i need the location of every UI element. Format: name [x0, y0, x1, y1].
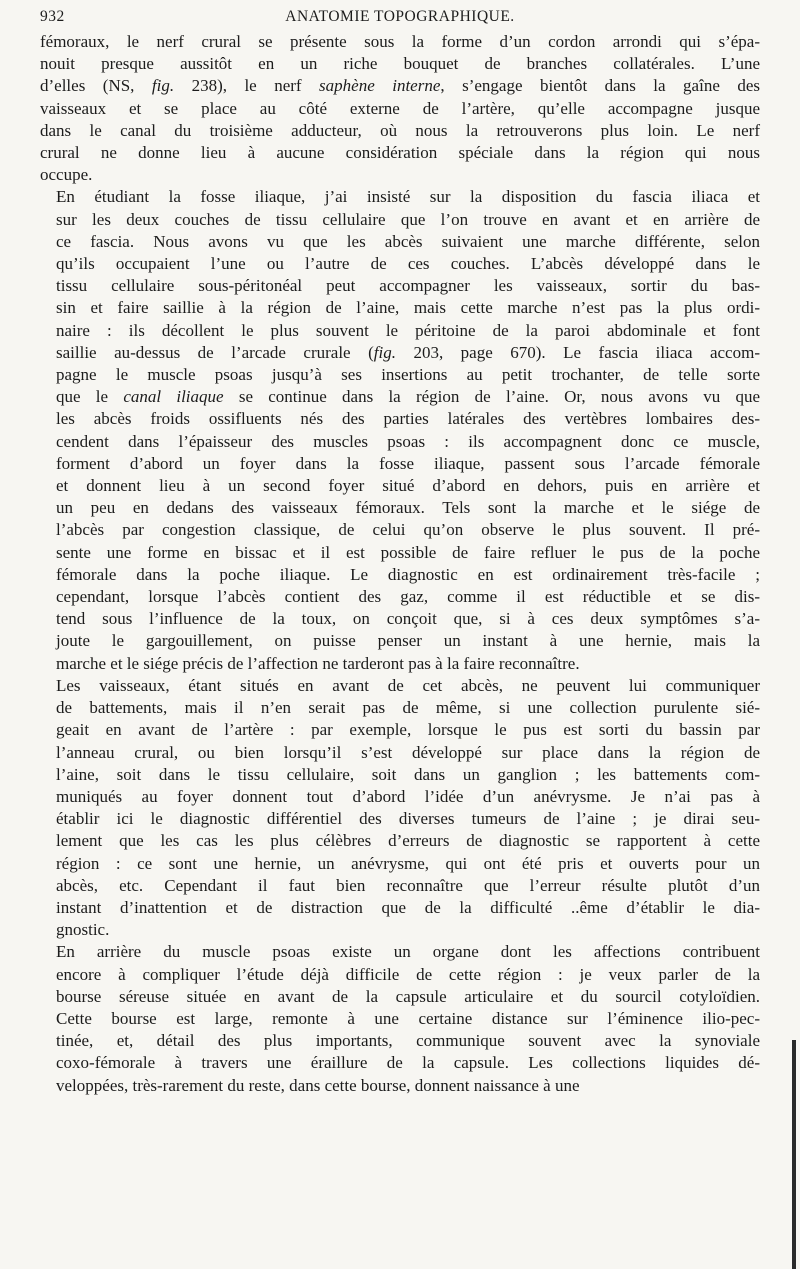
text-line: et donnent lieu à un second foyer situé d’abord en dehors, puis en arrière et: [56, 476, 760, 496]
text-line: marche et le siége précis de l’affection ne tarderont pas à la faire reconnaître.: [56, 653, 580, 673]
page-header: [40, 4, 760, 30]
text-line: coxo-fémorale à travers une éraillure de la capsule. Les collections liquides dé-: [56, 1053, 760, 1073]
text-line: nouit presque aussitôt en un riche bouquet de branches collatérales. L’une: [40, 54, 760, 74]
text-line: dans le canal du troisième adducteur, où nous la retrouverons plus loin. Le nerf: [40, 120, 760, 140]
paragraph: [40, 186, 760, 674]
text-line: l’aine, soit dans le tissu cellulaire, soit dans un ganglion ; les battements com-: [56, 764, 760, 784]
text-line: instant d’inattention et de distraction que de la difficulté ..ême d’établir le dia-: [56, 897, 760, 917]
paragraph: [40, 941, 760, 1096]
page-number: 932: [40, 8, 65, 25]
text-line: lement que les cas les plus célèbres d’erreurs de diagnostic se rapportent à cette: [56, 831, 760, 851]
text-line: En étudiant la fosse iliaque, j’ai insisté sur la disposition du fascia iliaca et: [56, 187, 760, 207]
text-line: que le canal iliaque se continue dans la région de l’aine. Or, nous avons vu que: [56, 387, 760, 407]
text-line: cendent dans l’épaisseur des muscles psoas : ils accompagnent donc ce muscle,: [56, 431, 760, 451]
text-line: veloppées, très-rarement du reste, dans cette bourse, donnent naissance à une: [56, 1075, 580, 1095]
text-line: saillie au-dessus de l’arcade crurale (fig. 203, page 670). Le fascia iliaca accom-: [56, 342, 760, 362]
text-line: crural ne donne lieu à aucune considération spéciale dans la région qui nous: [40, 143, 760, 163]
text-line: joute le gargouillement, on puisse penser un instant à une hernie, mais la: [56, 631, 760, 651]
text-line: sur les deux couches de tissu cellulaire que l’on trouve en avant et en arrière de: [56, 209, 760, 229]
text-line: sin et faire saillie à la région de l’aine, mais cette marche n’est pas la plus ordi-: [56, 298, 760, 318]
text-line: sente une forme en bissac et il est possible de faire refluer le pus de la poche: [56, 542, 760, 562]
text-line: pagne le muscle psoas jusqu’à ses insertions au petit trochanter, de telle sorte: [56, 365, 760, 385]
paragraph: [40, 31, 760, 186]
text-line: abcès, etc. Cependant il faut bien reconnaître que l’erreur résulte plutôt d’un: [56, 875, 760, 895]
text-line: tinée, et, détail des plus importants, communique souvent avec la synoviale: [56, 1031, 760, 1051]
body-text: [40, 31, 760, 1097]
text-line: l’abcès par congestion classique, de celui qu’on observe le plus souvent. Il pré-: [56, 520, 760, 540]
text-line: l’anneau crural, ou bien lorsqu’il s’est développé sur place dans la région de: [56, 742, 760, 762]
text-line: établir ici le diagnostic différentiel des diverses tumeurs de l’aine ; je dirai seu-: [56, 809, 760, 829]
text-line: région : ce sont une hernie, un anévrysme, qui ont été pris et ouverts pour un: [56, 853, 760, 873]
text-line: de battements, mais il n’en serait pas de même, si une collection purulente sié-: [56, 698, 760, 718]
text-line: naire : ils décollent le plus souvent le péritoine de la paroi abdominale et font: [56, 320, 760, 340]
text-line: vaisseaux et se place au côté externe de l’artère, qu’elle accompagne jusque: [40, 98, 760, 118]
text-line: Les vaisseaux, étant situés en avant de cet abcès, ne peuvent lui communiquer: [56, 675, 760, 695]
text-line: d’elles (NS, fig. 238), le nerf saphène interne, s’engage bientôt dans la gaîne des: [40, 76, 760, 96]
text-line: bourse séreuse située en avant de la capsule articulaire et du sourcil cotyloïdien.: [56, 986, 760, 1006]
text-line: tend sous l’influence de la toux, on conçoit que, si à ces deux symptômes s’a-: [56, 609, 760, 629]
running-title: ANATOMIE TOPOGRAPHIQUE.: [285, 8, 515, 25]
text-line: gnostic.: [56, 920, 110, 940]
text-line: qu’ils occupaient l’une ou l’autre de ces couches. L’abcès développé dans le: [56, 254, 760, 274]
text-line: cependant, lorsque l’abcès contient des gaz, comme il est réductible et se dis-: [56, 587, 760, 607]
text-line: muniqués au foyer donnent tout d’abord l’idée d’un anévrysme. Je n’ai pas à: [56, 786, 760, 806]
text-line: geait en avant de l’artère : par exemple, lorsque le pus est sorti du bassin par: [56, 720, 760, 740]
text-line: tissu cellulaire sous-péritonéal peut accompagner les vaisseaux, sortir du bas-: [56, 276, 760, 296]
text-line: ce fascia. Nous avons vu que les abcès suivaient une marche différente, selon: [56, 231, 760, 251]
text-line: fémoraux, le nerf crural se présente sous la forme d’un cordon arrondi qui s’épa-: [40, 32, 760, 51]
text-line: forment d’abord un foyer dans la fosse iliaque, passent sous l’arcade fémorale: [56, 453, 760, 473]
text-line: un peu en dedans des vaisseaux fémoraux. Tels sont la marche et le siége de: [56, 498, 760, 518]
text-line: En arrière du muscle psoas existe un organe dont les affections contribuent: [56, 942, 760, 962]
text-line: encore à compliquer l’étude déjà difficile de cette région : je veux parler de la: [56, 964, 760, 984]
text-line: fémorale dans la poche iliaque. Le diagnostic en est ordinairement très-facile ;: [56, 564, 760, 584]
text-line: les abcès froids ossifluents nés des parties latérales des vertèbres lombaires des-: [56, 409, 760, 429]
text-line: occupe.: [40, 165, 93, 185]
scan-edge-mark: [792, 1040, 796, 1269]
paragraph: [40, 675, 760, 941]
text-line: Cette bourse est large, remonte à une certaine distance sur l’éminence ilio-pec-: [56, 1008, 760, 1028]
